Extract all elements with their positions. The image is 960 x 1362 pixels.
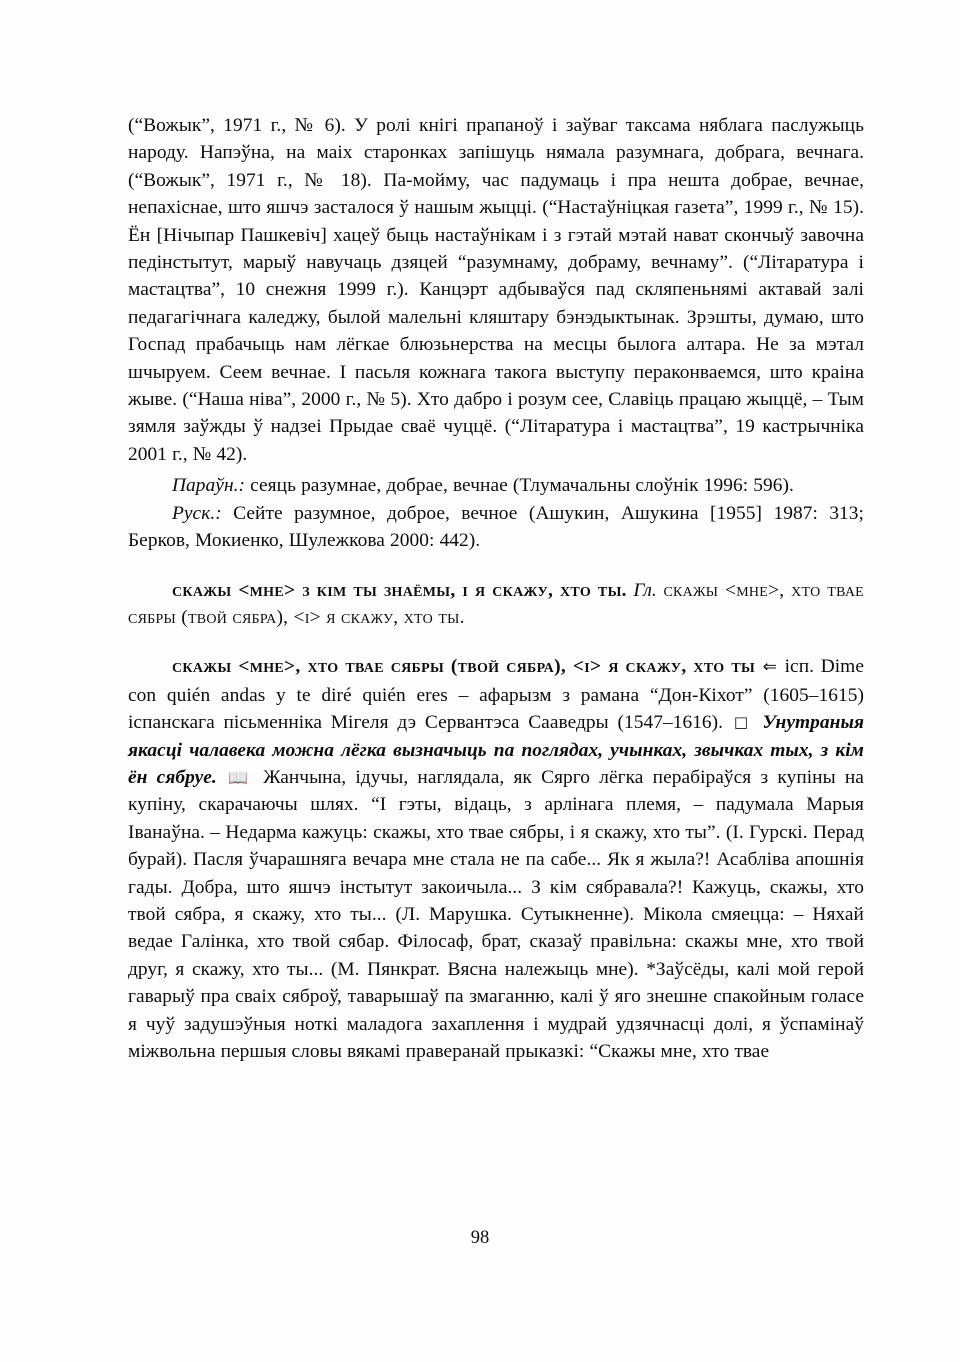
comparison-note [128, 472, 864, 499]
dictionary-entry-1 [128, 577, 864, 632]
entry-2-examples: Жанчына, ідучы, наглядала, як Сярго лёгка перабіраўся з купіны на купіну, скарачаючы шлях. “І гэты, відаць, з арлінага племя, – падумала Марыя Іванаўна. – Недарма кажуць: скажы, хто твае сябры, і я скажу, хто ты”. (І. Гурскі. Перад бурай). Пасля ўчарашняга вечара мне стала не па сабе... Як я жыла?! Асабліва апошнія гады. Добра, што яшчэ інстытут закоичыла... З кім сябравала?! Кажуць, скажы, хто твой сябра, я скажу, хто ты... (Л. Марушка. Сутыкненне). Мікола смяецца: – Няхай ведае Галінка, хто твой сябар. Філосаф, брат, сказаў правільна: скажы мне, хто твой друг, я скажу, хто ты... (М. Пянкрат. Вясна належыць мне). *Заўсёды, калі мой герой гаварыў пра сваіх сяброў, таварышаў па змаганню, калі ў яго знешне спакойным голасе я чуў задушэўныя ноткі маладога захаплення і мудрай удзячнасці долі, я ўспамінаў міжвольна першыя словы вякамі праверанай прыказкі: “Скажы мне, хто твае [128, 766, 864, 1062]
citation-paragraph: (“Вожык”, 1971 г., № 6). У ролі кнігі прапаноў і заўваг таксама няблага паслужыць народу. Напэўна, на маіх старонках запішуць нямала разумнага, добрага, вечнага. (“Вожык”, 1971 г., № 18). Па-мойму, час падумаць і пра нешта добрае, вечнае, непахіснае, што яшчэ засталося ў нашым жыцці. (“Настаўніцкая газета”, 1999 г., № 15). Ён [Нічыпар Пашкевіч] хацеў быць настаўнікам і з гэтай мэтай нават скончыў завочна педінстытут, марыў навучаць дзяцей “разумнаму, добраму, вечнаму”. (“Літаратура і мастацтва”, 10 снежня 1999 г.). Канцэрт адбываўся пад скляпеньнямі актавай залі педагагічнага каледжу, былой малельні кляштару бэнэдыктынак. Зрэшты, думаю, што Госпад прабачыць нам лёгкае блюзьнерства на месцы былога алтара. Не за мэтал шчыруем. Сеем вечнае. І пасьля кожнага такога выступу пераконваемся, што краіна жыве. (“Наша ніва”, 2000 г., № 5). Хто дабро і розум сее, Славіць працаю жыццё, – Тым зямля заўжды ў надзеі Прыдае сваё чуццё. (“Літаратура і мастацтва”, 19 кастрычніка 2001 г., № 42). [128, 115, 864, 465]
comparison-label: Параўн.: [172, 475, 246, 497]
entry-2-definition: Унутраныя якасці чалавека можна лёгка вызначыць па поглядах, учынках, звычках тых, з кім ён сябруе. [128, 712, 864, 788]
page-number: 98 [470, 1228, 490, 1248]
entry-2-space-5 [254, 767, 263, 788]
comparison-text: сеяць разумнае, добрае, вечнае (Тлумачальны слоўнік 1996: 596). [245, 475, 794, 497]
entry-2-space-4 [217, 767, 226, 788]
russian-equivalent-note [128, 500, 864, 555]
entry-2-space-2 [778, 656, 785, 677]
entry-2-headword: скажы <мне>, хто твае сябры (твой сябра), <і> я скажу, хто ты [172, 656, 756, 678]
page-text-block [128, 112, 864, 1065]
leftwards-double-arrow-icon: ⇐ [762, 657, 777, 678]
entry-1-headword: скажы <мне> з кім ты знаёмы, і я скажу, хто ты. [172, 579, 627, 601]
entry-2-space [755, 656, 762, 677]
open-book-icon: 📖 [228, 767, 253, 787]
russian-label: Руск.: [172, 502, 222, 524]
russian-text: Сейте разумное, доброе, вечное (Ашукин, Ашукина [1955] 1987: 313; Берков, Мокиенко, Шулежкова 2000: 442). [128, 502, 864, 552]
entry-1-see-also-label: Гл. [633, 579, 657, 601]
entry-1-cross-reference: скажы <мне>, хто твае сябры (твой сябра), <і> я скажу, хто ты. [128, 579, 864, 628]
dictionary-entry-2 [128, 653, 864, 1065]
entry-2-etymology-lang: ісп. [784, 656, 815, 678]
entry-2-etymology-source: Dime con quién andas y te diré quién eres – афарызм з рамана “Дон-Кіхот” (1605–1615) іспанскага пісьменніка Мігеля дэ Сервантэса Сааведры (1547–1616). [128, 656, 864, 734]
square-box-icon: □ [733, 713, 752, 732]
